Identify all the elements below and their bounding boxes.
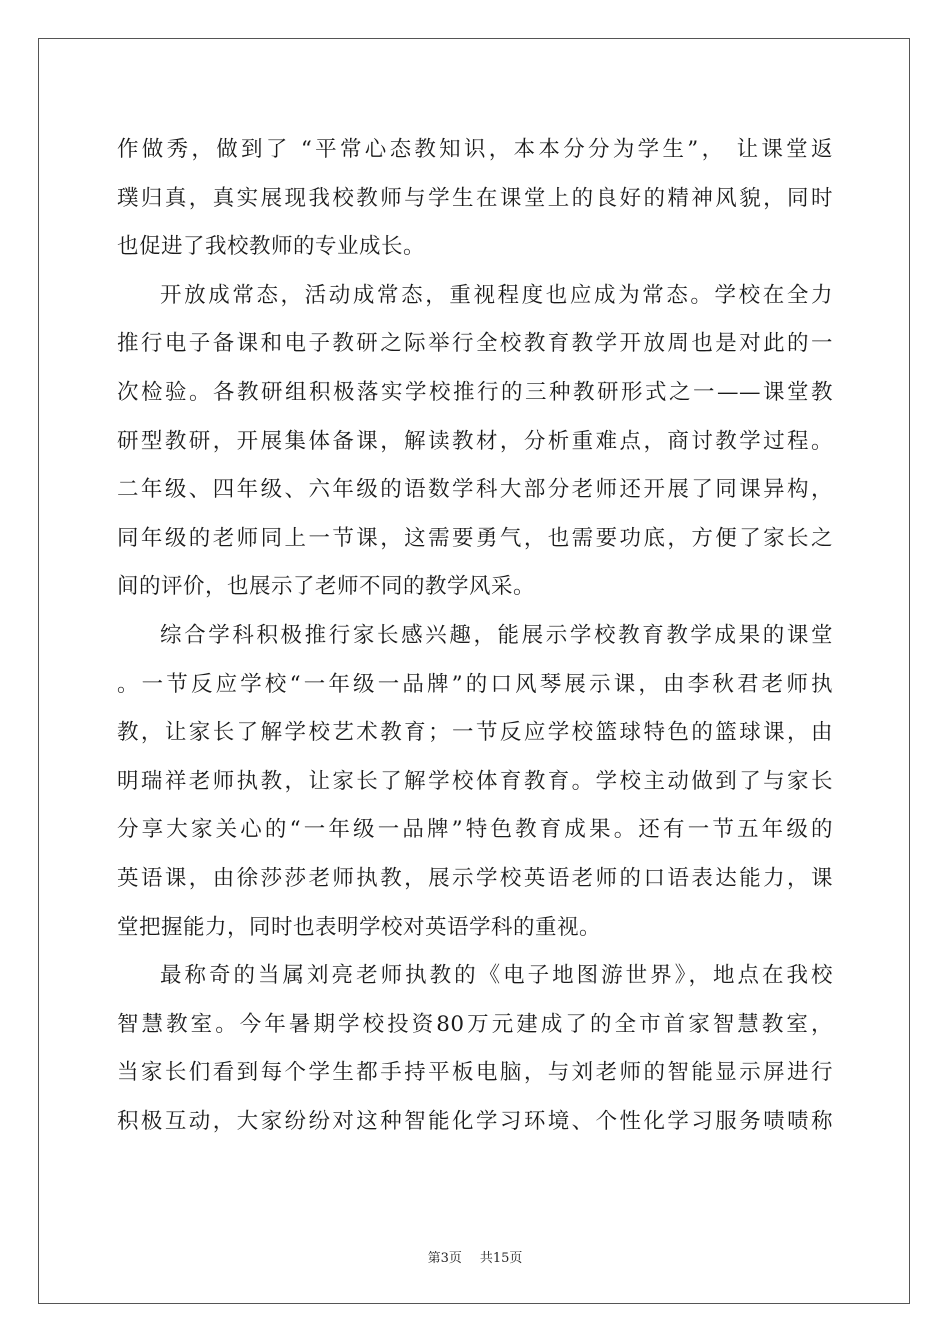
text-line: 。一节反应学校“一年级一品牌”的口风琴展示课，由李秋君老师执: [117, 671, 833, 697]
text-line: 作做秀，做到了 “平常心态教知识，本本分分为学生”， 让课堂返: [117, 137, 833, 162]
paragraph: [117, 952, 833, 1146]
document-body: [117, 126, 833, 1146]
text-line: 综合学科积极推行家长感兴趣，能展示学校教育教学成果的课堂: [160, 622, 833, 648]
text-line: 璞归真，真实展现我校教师与学生在课堂上的良好的精神风貌，同时: [117, 185, 833, 211]
text-line: 也促进了我校教师的专业成长。: [117, 234, 426, 260]
paragraph: [117, 126, 833, 272]
paragraph: [117, 612, 833, 952]
text-line: 明瑞祥老师执教，让家长了解学校体育教育。学校主动做到了与家长: [117, 768, 833, 794]
text-line: 二年级、四年级、六年级的语数学科大部分老师还开展了同课异构，: [117, 477, 833, 503]
text-line: 推行电子备课和电子教研之际举行全校教育教学开放周也是对此的一: [117, 331, 833, 357]
text-line: 分享大家关心的“一年级一品牌”特色教育成果。还有一节五年级的: [117, 817, 833, 843]
paragraph: [117, 272, 833, 612]
text-line: 教，让家长了解学校艺术教育；一节反应学校篮球特色的篮球课，由: [117, 720, 833, 746]
text-line: 次检验。各教研组积极落实学校推行的三种教研形式之一——课堂教: [117, 379, 833, 405]
text-line: 最称奇的当属刘亮老师执教的《电子地图游世界》，地点在我校: [160, 963, 833, 989]
page-footer: [0, 1247, 950, 1266]
page-total: 共15页: [479, 1251, 523, 1266]
text-line: 积极互动，大家纷纷对这种智能化学习环境、个性化学习服务啧啧称: [117, 1108, 833, 1134]
text-line: 堂把握能力，同时也表明学校对英语学科的重视。: [117, 914, 602, 940]
text-line: 英语课，由徐莎莎老师执教，展示学校英语老师的口语表达能力，课: [117, 865, 833, 891]
text-line: 间的评价，也展示了老师不同的教学风采。: [117, 574, 536, 600]
text-line: 同年级的老师同上一节课，这需要勇气，也需要功底，方便了家长之: [117, 525, 833, 551]
text-line: 开放成常态，活动成常态，重视程度也应成为常态。学校在全力: [160, 282, 833, 308]
text-line: 当家长们看到每个学生都手持平板电脑，与刘老师的智能显示屏进行: [117, 1060, 833, 1086]
text-line: 智慧教室。今年暑期学校投资80万元建成了的全市首家智慧教室，: [117, 1011, 833, 1037]
text-line: 研型教研，开展集体备课，解读教材，分析重难点，商讨教学过程。: [117, 428, 833, 454]
page-number: 第3页: [427, 1251, 462, 1266]
